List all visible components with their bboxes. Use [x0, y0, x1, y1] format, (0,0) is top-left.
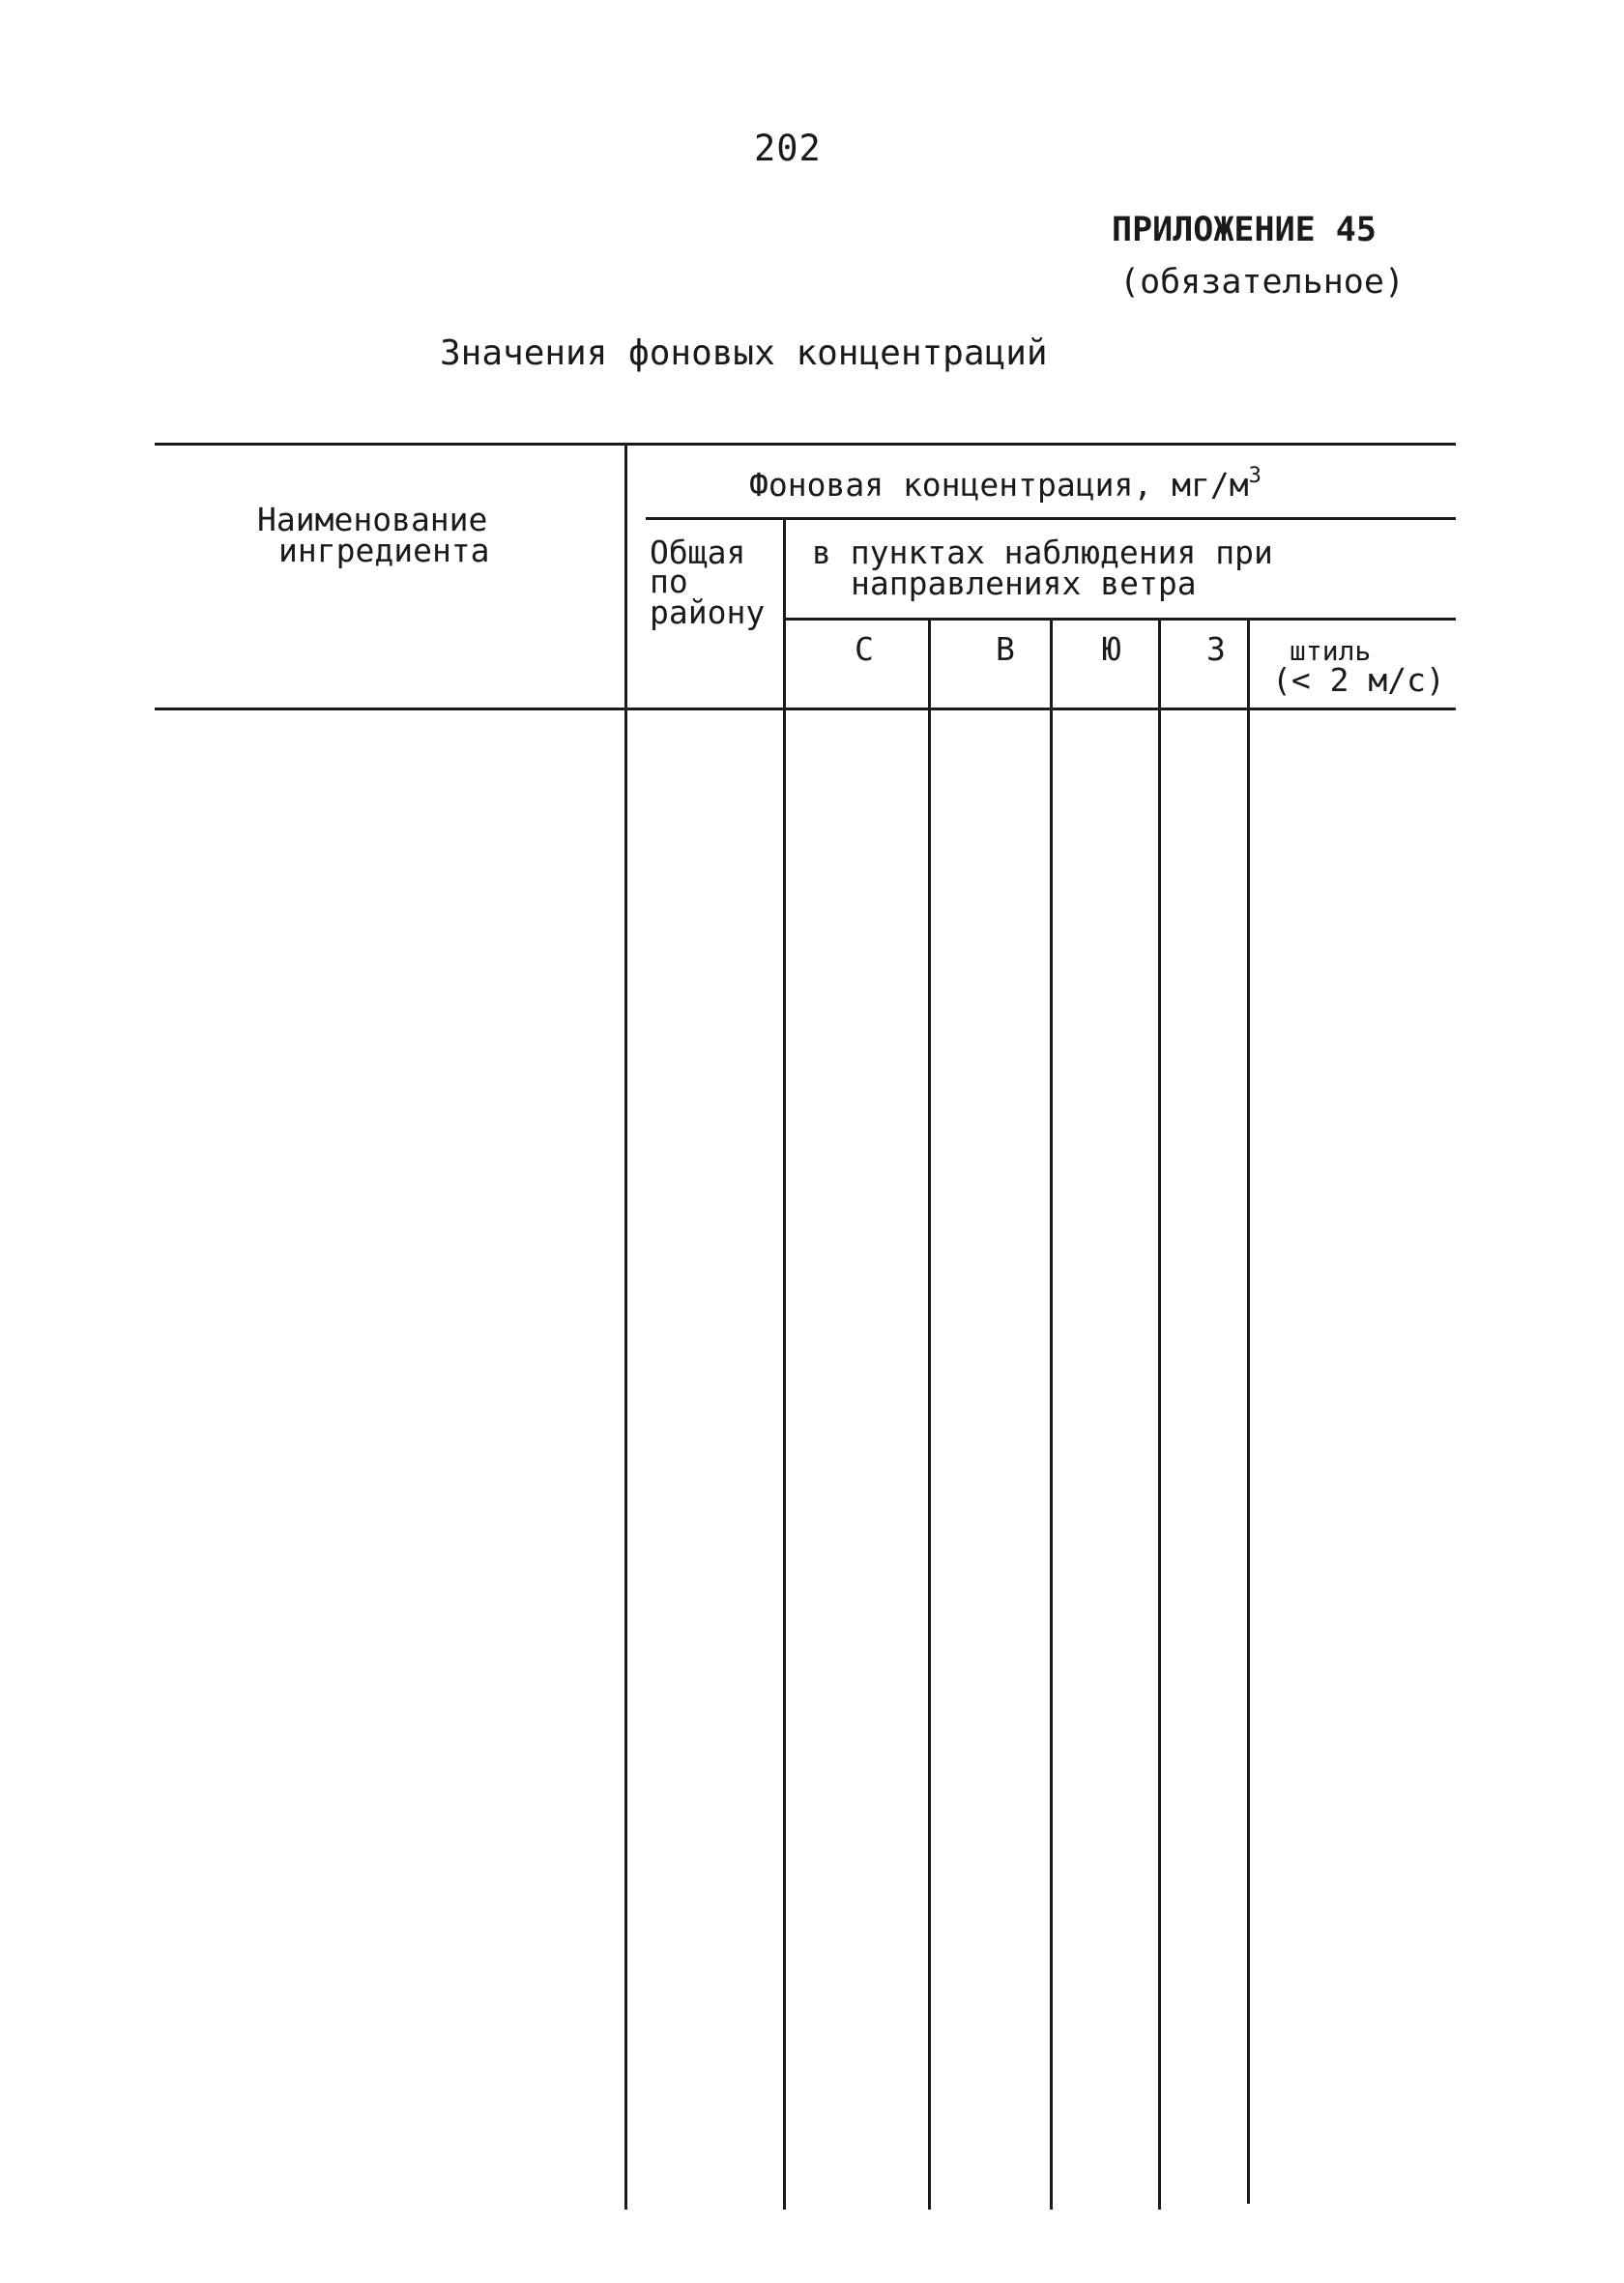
south-column-divider [1158, 619, 1161, 2210]
appendix-note: (обязательное) [1119, 263, 1406, 302]
group-header-rule [646, 517, 1456, 520]
total-header-line-2: по [650, 563, 688, 600]
total-column-divider [783, 518, 786, 2210]
north-column-divider [928, 619, 931, 2210]
east-column-divider [1050, 619, 1053, 2210]
direction-calm-header-line-2: (< 2 м/с) [1272, 661, 1445, 699]
total-header-line-3: району [650, 593, 766, 631]
table-top-rule [155, 443, 1456, 446]
subgroup-header-rule [785, 618, 1456, 621]
direction-east-header: В [996, 630, 1015, 668]
direction-south-header: Ю [1102, 630, 1121, 668]
group-header: Фоновая концентрация, $мг/м^3$ [749, 464, 1262, 504]
header-bottom-rule [155, 708, 1456, 710]
direction-north-header: С [855, 630, 874, 668]
group-header-superscript: 3 [1248, 464, 1262, 488]
subgroup-header-line-2: направлениях ветра [851, 564, 1197, 602]
direction-calm-header-line-1: штиль [1290, 635, 1372, 667]
subgroup-header-line-1: в пунктах наблюдения при [812, 534, 1273, 571]
direction-west-header: З [1206, 630, 1226, 668]
ingredient-header-line-1: Наименование [257, 501, 488, 538]
page-number: 202 [754, 128, 822, 169]
document-title: Значения фоновых концентраций [440, 333, 1048, 373]
ingredient-column-divider [624, 443, 627, 2210]
ingredient-header-line-2: ингредиента [278, 532, 490, 569]
appendix-title: ПРИЛОЖЕНИЕ 45 [1112, 211, 1377, 249]
total-header-line-1: Общая [650, 534, 746, 571]
west-column-divider [1247, 619, 1250, 2204]
